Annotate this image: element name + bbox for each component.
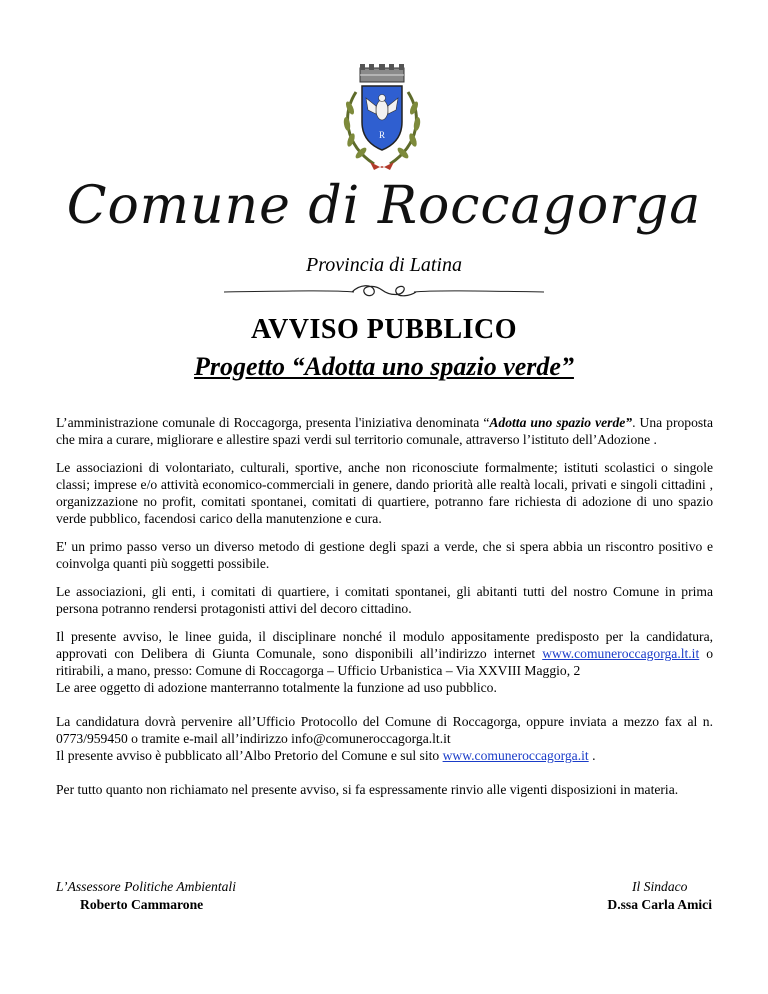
progetto-title: Progetto “Adotta uno spazio verde” (194, 352, 574, 381)
flourish-divider-icon (224, 280, 544, 302)
avviso-title: AVVISO PUBBLICO (250, 314, 518, 345)
paragraph-2: Le associazioni di volontariato, culturali, sportive, anche non riconosciute formalmente; istituti scolastici o singole classi; imprese e/o attività economico-commerciali in genere, dando priorità alle realtà locali, privati e singoli cittadini , organizzazione no profit, comitati spontanei, comitati di quartiere, potranno fare richiesta di adozione di uno spazio verde pubblico, facendosi carico della manutenzione e cura. (56, 460, 713, 526)
paragraph-5-note: Le aree oggetto di adozione manterranno totalmente la funzione ad uso pubblico. (56, 680, 497, 695)
paragraph-7: Per tutto quanto non richiamato nel presente avviso, si fa espressamente rinvio alle vigenti disposizioni in materia. (56, 782, 679, 797)
coat-of-arms-icon (336, 64, 428, 174)
provincia-subtitle: Provincia di Latina (306, 254, 462, 276)
body-text (56, 414, 713, 809)
assessore-role: L’Assessore Politiche Ambientali (56, 879, 236, 894)
svg-text:R: R (378, 130, 386, 140)
sindaco-name: D.ssa Carla Amici (607, 897, 712, 912)
paragraph-3: E' un primo passo verso un diverso metodo di gestione degli spazi a verde, che si spera abbia un riscontro positivo e coinvolga quanti più soggetti possibile. (56, 539, 713, 571)
assessore-name: Roberto Cammarone (80, 897, 204, 912)
assessore-signature (56, 878, 236, 914)
sindaco-signature (607, 878, 712, 914)
website-link-1[interactable]: www.comuneroccagorga.lt.it (542, 646, 700, 661)
paragraph-4: Le associazioni, gli enti, i comitati di quartiere, i comitati spontanei, gli abitanti tutti del nostro Comune in prima persona potranno rendersi protagonisti attivi del decoro cittadino. (56, 584, 713, 616)
sindaco-role: Il Sindaco (631, 879, 688, 894)
paragraph-1: L’amministrazione comunale di Roccagorga, presenta l'iniziativa denominata “Adotta uno spazio verde”. Una proposta che mira a curare, migliorare e allestire spazi verdi sul territorio comunale, attraverso l’istituto dell’Adozione . (56, 415, 713, 447)
paragraph-6: La candidatura dovrà pervenire all’Ufficio Protocollo del Comune di Roccagorga, oppure inviata a mezzo fax al n. 0773/959450 o tramite e-mail all’indirizzo info@comuneroccagorga.lt.it (56, 714, 713, 746)
website-link-2[interactable]: www.comuneroccagorga.it (442, 748, 589, 763)
paragraph-6-publication: Il presente avviso è pubblicato all’Albo Pretorio del Comune e sul sito www.comuneroccagorga.it . (56, 748, 596, 763)
comune-title: Comune di Roccagorga (66, 176, 702, 236)
paragraph-5: Il presente avviso, le linee guida, il disciplinare nonché il modulo appositamente predisposto per la candidatura, approvati con Delibera di Giunta Comunale, sono disponibili all’indirizzo internet www.comuneroccagorga.lt.it o ritirabili, a mano, presso: Comune di Roccagorga – Ufficio Urbanistica – Via XXVIII Maggio, 2 (56, 629, 713, 678)
